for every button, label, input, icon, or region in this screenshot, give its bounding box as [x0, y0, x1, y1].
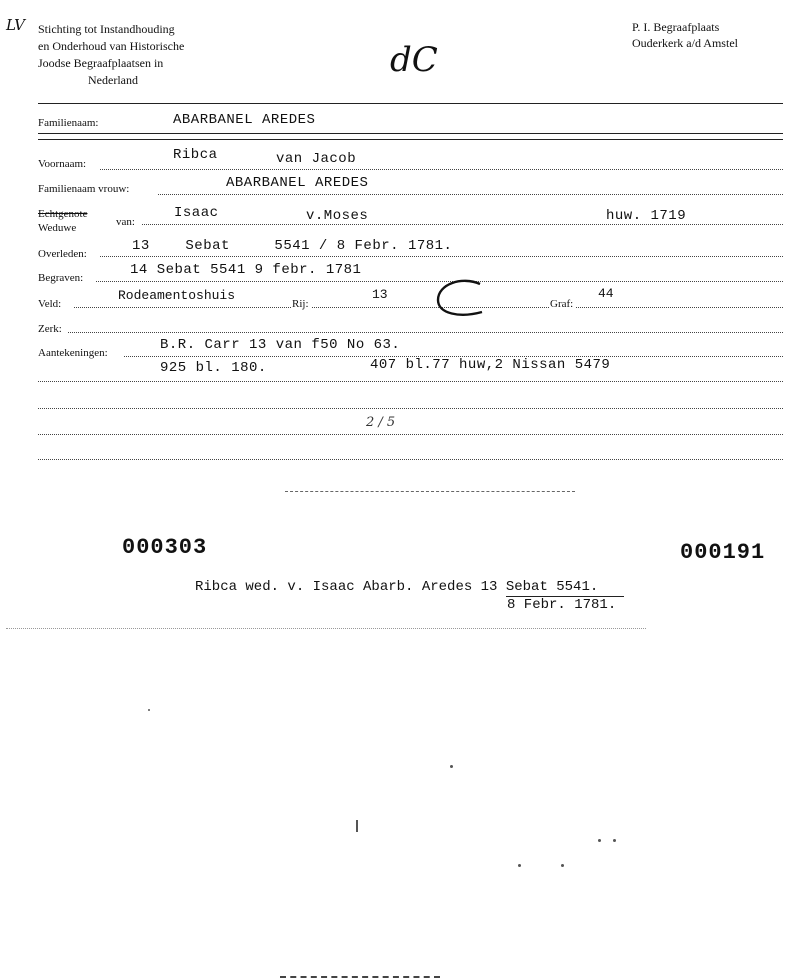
- faint-dashed-rule: [285, 491, 575, 492]
- handwritten-code: dC: [390, 40, 438, 80]
- aantekeningen-line-1: B.R. Carr 13 van f50 No 63.: [160, 337, 401, 353]
- veld-value: Rodeamentoshuis: [118, 288, 236, 303]
- familienaam-value: ABARBANEL AREDES: [173, 112, 316, 128]
- graf-value: 44: [598, 286, 614, 301]
- familienaam-vrouw-dots: [158, 194, 783, 195]
- summary-line-1: Ribca wed. v. Isaac Abarb. Aredes 13 Sebat 5541.: [195, 579, 599, 595]
- empty-line-1: [38, 408, 783, 409]
- cemetery-line-2: Ouderkerk a/d Amstel: [632, 36, 738, 50]
- org-line-2: en Onderhoud van Historische: [38, 39, 185, 53]
- org-line-1: Stichting tot Instandhouding: [38, 22, 175, 36]
- begraven-value: 14 Sebat 5541 9 febr. 1781: [130, 262, 362, 278]
- speck: [598, 839, 601, 842]
- org-line-3: Joodse Begraafplaatsen in: [38, 56, 164, 70]
- aantekeningen-line-2a: 925 bl. 180.: [160, 360, 267, 376]
- zerk-dots: [68, 332, 783, 333]
- veld-label: Veld:: [38, 298, 62, 310]
- zerk-label: Zerk:: [38, 323, 62, 335]
- overleden-value: 13 Sebat 5541 / 8 Febr. 1781.: [132, 238, 453, 254]
- overleden-dots: [100, 256, 783, 257]
- summary-line-2: 8 Febr. 1781.: [507, 597, 617, 613]
- voornaam-value: Ribca: [173, 147, 218, 163]
- van-father: v.Moses: [306, 208, 369, 224]
- rij-value: 13: [372, 287, 388, 302]
- echtgenote-label: Echtgenote: [38, 208, 88, 220]
- huw-value: huw. 1719: [606, 208, 687, 224]
- empty-line-2: [38, 434, 783, 435]
- familienaam-vrouw-value: ABARBANEL AREDES: [226, 175, 369, 191]
- weduwe-label: Weduwe: [38, 222, 77, 234]
- speck: [356, 820, 358, 832]
- aantekeningen-line-2b: 407 bl.77 huw,2 Nissan 5479: [370, 357, 611, 373]
- graf-label: Graf:: [550, 298, 574, 310]
- sheet-number-left: 000303: [122, 535, 208, 560]
- cemetery-line-1: P. I. Begraafplaats: [632, 20, 720, 34]
- rij-label: Rij:: [292, 298, 309, 310]
- familienaam-label: Familienaam:: [38, 117, 99, 129]
- voornaam-dots: [100, 169, 783, 170]
- handwritten-corner-mark: LV: [6, 16, 26, 34]
- overleden-label: Overleden:: [38, 248, 87, 260]
- familienaam-vrouw-label: Familienaam vrouw:: [38, 183, 130, 195]
- speck: [561, 864, 564, 867]
- aantekeningen-dots-2: [38, 381, 783, 382]
- empty-line-3: [38, 459, 783, 460]
- veld-dots: [74, 307, 783, 308]
- bottom-rule-fragment: [280, 976, 440, 978]
- header-rule: [38, 103, 783, 104]
- van-label: van:: [116, 216, 135, 228]
- voornaam-label: Voornaam:: [38, 158, 87, 170]
- org-line-4: Nederland: [88, 73, 138, 87]
- familienaam-rule-2: [38, 139, 783, 140]
- van-value: Isaac: [174, 205, 219, 221]
- speck: [518, 864, 521, 867]
- speck: [148, 709, 150, 711]
- begraven-label: Begraven:: [38, 272, 84, 284]
- speck: [450, 765, 453, 768]
- sheet-number-right: 000191: [680, 540, 766, 565]
- familienaam-rule-1: [38, 133, 783, 134]
- noise-line: [6, 628, 646, 629]
- van-dots: [142, 224, 783, 225]
- speck: [613, 839, 616, 842]
- voornaam-extra: van Jacob: [276, 151, 357, 167]
- handwritten-c-mark: [432, 278, 488, 320]
- scribble-mark: 2 / 5: [366, 415, 396, 430]
- aantekeningen-label: Aantekeningen:: [38, 347, 108, 359]
